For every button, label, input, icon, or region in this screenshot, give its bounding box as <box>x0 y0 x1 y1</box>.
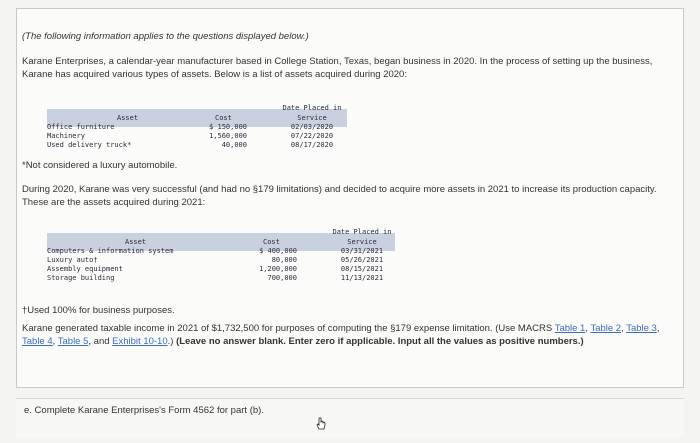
row-date: 08/17/2020 <box>290 141 334 149</box>
row-asset: Luxury auto† <box>47 256 98 264</box>
link-table-3[interactable]: Table 3 <box>626 323 657 334</box>
second-paragraph: During 2020, Karane was very successful (and had no §179 limitations) and decided to acquire more assets in 2021 to increase its production capacity. These are the assets acquired during 2021: <box>22 184 657 208</box>
para3-text-b: , and <box>88 336 113 347</box>
intro-paragraph: Karane Enterprises, a calendar-year manufacturer based in College Station, Texas, began business in 2020. In the process of setting up the business, Karane has acquired various types of assets. Below is a list of assets acquired during 2020: <box>22 56 653 80</box>
row-date: 05/26/2021 <box>340 256 384 264</box>
para3-text-c: .) <box>167 336 177 347</box>
header-date-line2: Service <box>297 114 327 122</box>
row-asset: Used delivery truck* <box>47 141 132 149</box>
question-text: e. Complete Karane Enterprises's Form 4562 for part (b). <box>24 405 264 416</box>
link-table-4[interactable]: Table 4 <box>22 336 53 347</box>
row-date: 02/03/2020 <box>290 123 334 131</box>
row-cost: 1,200,000 <box>259 265 297 273</box>
instructions-paragraph: Karane generated taxable income in 2021 of $1,732,500 for purposes of computing the §179 expense limitation. (Use MACRS Table 1, Table 2, Table 3, Table 4, Table 5, and Exhibit 10-10.) (Leave no answer blank. Enter zero if applicable. Input all the values as positive numbers.) <box>22 323 660 347</box>
row-cost: 700,000 <box>267 274 297 282</box>
row-date: 11/13/2021 <box>340 274 384 282</box>
header-date-line1: Date Placed in <box>332 228 392 236</box>
link-table-2[interactable]: Table 2 <box>590 323 622 334</box>
footnote-business-use: †Used 100% for business purposes. <box>22 305 175 316</box>
row-asset: Machinery <box>47 132 85 140</box>
row-cost: 40,000 <box>221 141 247 149</box>
footnote-luxury: *Not considered a luxury automobile. <box>22 160 178 171</box>
header-date-line2: Service <box>347 238 377 246</box>
hand-cursor-icon <box>316 417 326 431</box>
row-date: 03/31/2021 <box>340 247 384 255</box>
para3-text-a: Karane generated taxable income in 2021 of $1,732,500 for purposes of computing the §179 expense limitation. (Use MACRS <box>22 323 555 334</box>
row-asset: Office furniture <box>47 123 115 131</box>
row-asset: Computers & information system <box>47 247 174 255</box>
header-date-line1: Date Placed in <box>282 104 342 112</box>
row-cost: 1,560,000 <box>209 132 247 140</box>
row-cost: $ 400,000 <box>259 247 297 255</box>
link-exhibit-10-10[interactable]: Exhibit 10-10 <box>112 336 168 347</box>
answer-instruction: (Leave no answer blank. Enter zero if applicable. Input all the values as positive numbers.) <box>176 336 584 347</box>
header-asset: Asset <box>125 238 147 246</box>
link-table-5[interactable]: Table 5 <box>57 336 89 347</box>
row-cost: $ 150,000 <box>209 123 247 131</box>
question-part-e[interactable] <box>16 398 684 438</box>
row-cost: 80,000 <box>271 256 297 264</box>
header-asset: Asset <box>117 114 139 122</box>
row-asset: Storage building <box>47 274 115 282</box>
header-cost: Cost <box>215 114 232 122</box>
link-table-1[interactable]: Table 1 <box>554 323 586 334</box>
header-cost: Cost <box>263 238 280 246</box>
row-asset: Assembly equipment <box>47 265 123 273</box>
row-date: 08/15/2021 <box>340 265 384 273</box>
intro-note: (The following information applies to the questions displayed below.) <box>22 31 309 42</box>
row-date: 07/22/2020 <box>290 132 334 140</box>
